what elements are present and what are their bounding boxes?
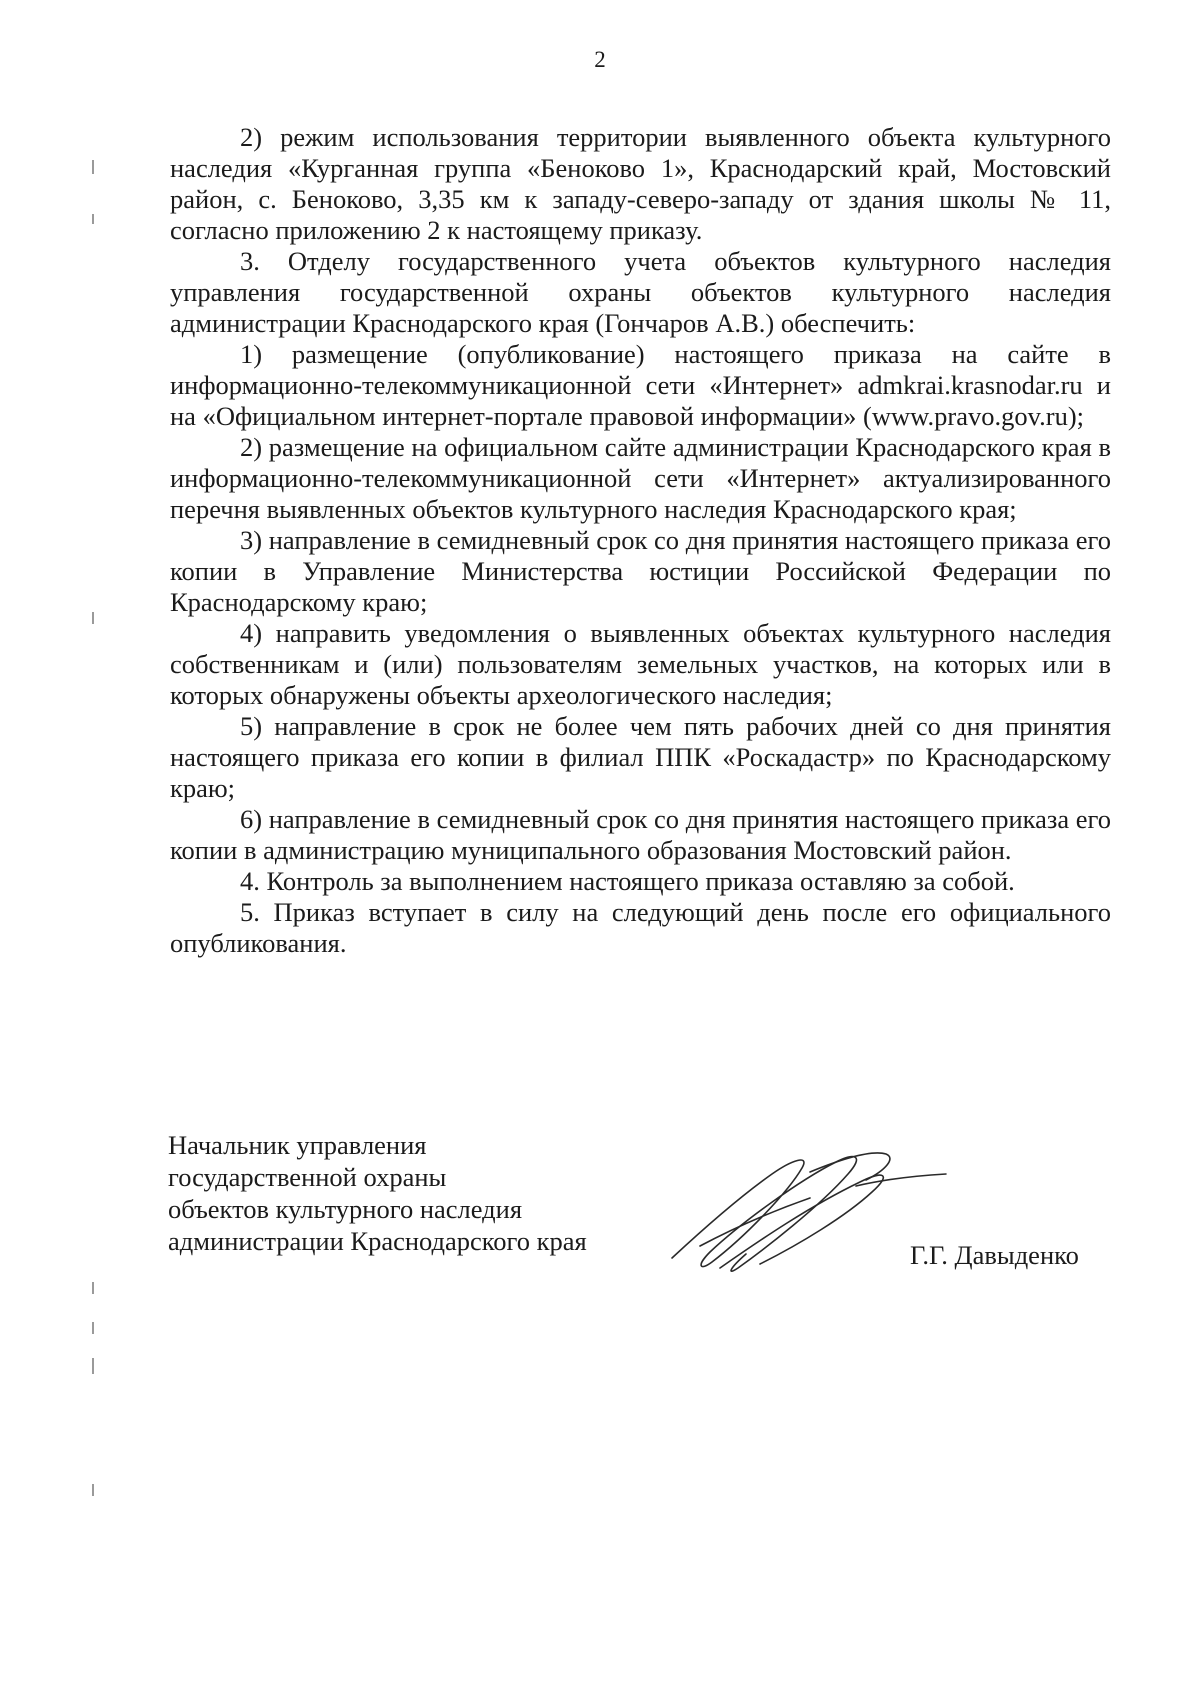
paragraph-subitem-2-website: 2) размещение на официальном сайте администрации Краснодарского края в информационно-телекоммуникационной сети «Интернет» актуализированного перечня выявленных объектов культурного наследия Краснодарского края; xyxy=(170,432,1111,524)
signatory-position-line: государственной охраны xyxy=(168,1162,447,1192)
signatory-position-line: администрации Краснодарского края xyxy=(168,1226,587,1256)
page-number: 2 xyxy=(594,47,606,72)
scan-margin-mark xyxy=(92,612,94,624)
scan-margin-mark xyxy=(92,160,94,174)
document-body xyxy=(170,122,1111,959)
paragraph-subitem-3-ministry-of-justice: 3) направление в семидневный срок со дня принятия настоящего приказа его копии в Управление Министерства юстиции Российской Федерации по Краснодарскому краю; xyxy=(170,525,1111,617)
handwritten-signature xyxy=(660,1140,950,1280)
scan-margin-mark xyxy=(92,1322,94,1334)
scan-margin-mark xyxy=(92,1358,94,1374)
signatory-position-line: Начальник управления xyxy=(168,1130,427,1160)
paragraph-point-5-effective-date: 5. Приказ вступает в силу на следующий день после его официального опубликования. xyxy=(170,897,1111,958)
paragraph-point-3: 3. Отделу государственного учета объектов культурного наследия управления государственной охраны объектов культурного наследия администрации Краснодарского края (Гончаров А.В.) обеспечить: xyxy=(170,246,1111,338)
signatory-position-line: объектов культурного наследия xyxy=(168,1194,523,1224)
scan-margin-mark xyxy=(92,214,94,224)
paragraph-point-4-control: 4. Контроль за выполнением настоящего приказа оставляю за собой. xyxy=(240,866,1015,896)
scan-margin-mark xyxy=(92,1282,94,1294)
paragraph-subitem-5-roskadastr: 5) направление в срок не более чем пять рабочих дней со дня принятия настоящего приказа его копии в филиал ППК «Роскадастр» по Краснодарскому краю; xyxy=(170,711,1111,803)
scan-margin-mark xyxy=(92,1484,94,1496)
paragraph-item-2-regime: 2) режим использования территории выявленного объекта культурного наследия «Курганная группа «Беноково 1», Краснодарский край, Мостовский район, с. Беноково, 3,35 км к западу-северо-западу от здания школы № 11, согласно приложению 2 к настоящему приказу. xyxy=(170,122,1111,245)
paragraph-subitem-4-notifications: 4) направить уведомления о выявленных объектах культурного наследия собственникам и (или) пользователям земельных участков, на которых или в которых обнаружены объекты археологического наследия; xyxy=(170,618,1111,710)
paragraph-subitem-1-publication: 1) размещение (опубликование) настоящего приказа на сайте в информационно-телекоммуникационной сети «Интернет» admkrai.krasnodar.ru и на «Официальном интернет-портале правовой информации» (www.pravo.gov.ru); xyxy=(170,339,1111,431)
signatory-name: Г.Г. Давыденко xyxy=(910,1240,1079,1270)
paragraph-subitem-6-municipality: 6) направление в семидневный срок со дня принятия настоящего приказа его копии в администрацию муниципального образования Мостовский район. xyxy=(170,804,1111,865)
signatory-position xyxy=(168,1129,608,1257)
